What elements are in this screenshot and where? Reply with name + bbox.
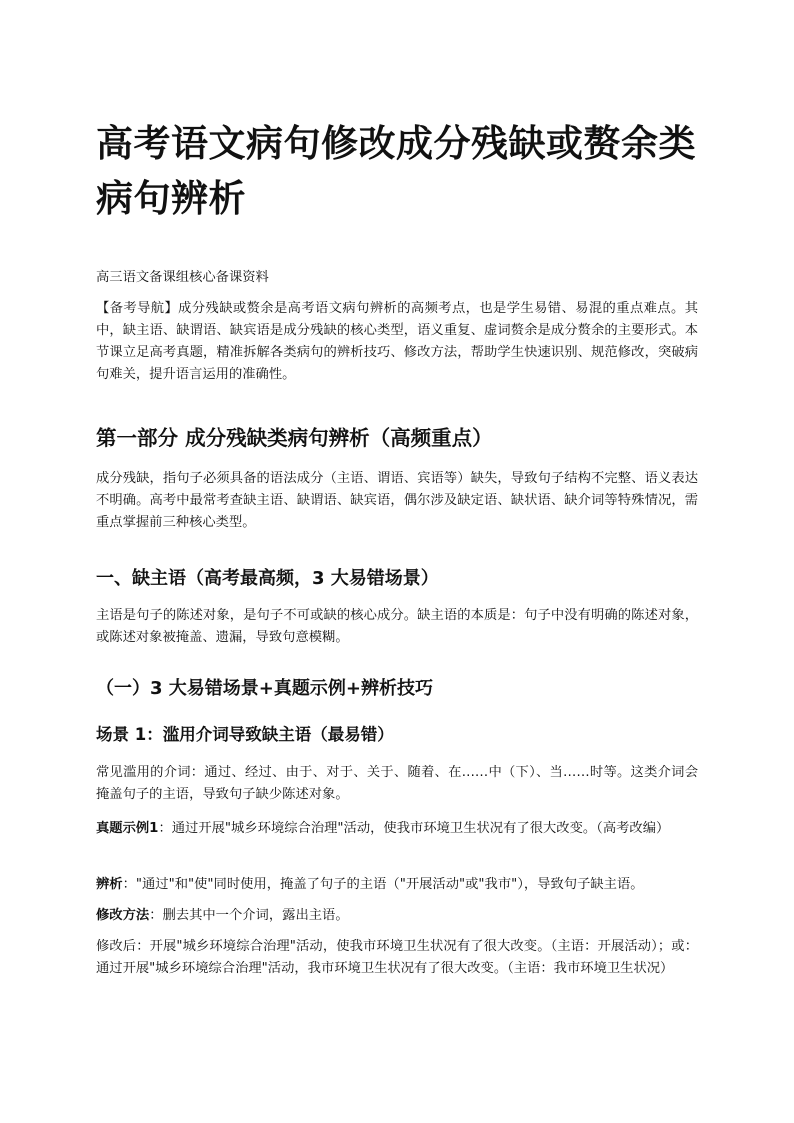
example-paragraph <box>96 818 698 840</box>
scene1-heading: 场景 1：滥用介词导致缺主语（最易错） <box>96 725 394 744</box>
document-title: 高考语文病句修改成分残缺或赘余类病句辨析 <box>96 122 696 220</box>
analysis-paragraph <box>96 874 698 896</box>
revised-paragraph: 修改后：开展"城乡环境综合治理"活动，使我市环境卫生状况有了很大改变。（主语：开展活动）；或：通过开展"城乡环境综合治理"活动，我市环境卫生状况有了很大改变。（主语：我市环境卫生状况） <box>96 939 698 976</box>
method-text: ：删去其中一个介词，露出主语。 <box>149 908 349 923</box>
example-text: ：通过开展"城乡环境综合治理"活动，使我市环境卫生状况有了很大改变。（高考改编） <box>158 821 670 836</box>
part1-intro: 成分残缺，指句子必须具备的语法成分（主语、谓语、宾语等）缺失，导致句子结构不完整、语义表达不明确。高考中最常考查缺主语、缺谓语、缺宾语，偶尔涉及缺定语、缺状语、缺介词等特殊情况，需重点掌握前三种核心类型。 <box>96 471 698 530</box>
method-paragraph <box>96 905 698 927</box>
method-label: 修改方法 <box>96 908 150 923</box>
sub1-heading: （一）3 大易错场景+真题示例+辨析技巧 <box>96 678 433 699</box>
section1-intro: 主语是句子的陈述对象，是句子不可或缺的核心成分。缺主语的本质是：句子中没有明确的陈述对象，或陈述对象被掩盖、遗漏，导致句意模糊。 <box>96 608 698 645</box>
document-subtitle: 高三语文备课组核心备课资料 <box>96 270 269 285</box>
analysis-text: ："通过"和"使"同时使用，掩盖了句子的主语（"开展活动"或"我市"），导致句子缺主语。 <box>122 877 644 892</box>
guide-paragraph: 【备考导航】成分残缺或赘余是高考语文病句辨析的高频考点，也是学生易错、易混的重点难点。其中，缺主语、缺谓语、缺宾语是成分残缺的核心类型，语义重复、虚词赘余是成分赘余的主要形式。本节课立足高考真题，精准拆解各类病句的辨析技巧、修改方法，帮助学生快速识别、规范修改，突破病句难关，提升语言运用的准确性。 <box>96 301 698 382</box>
example-label: 真题示例1 <box>96 821 159 836</box>
part1-heading: 第一部分 成分残缺类病句辨析（高频重点） <box>96 426 493 450</box>
analysis-label: 辨析 <box>96 877 123 892</box>
scene1-description: 常见滥用的介词：通过、经过、由于、对于、关于、随着、在……中（下）、当……时等。这类介词会掩盖句子的主语，导致句子缺少陈述对象。 <box>96 765 698 802</box>
section1-heading: 一、缺主语（高考最高频，3 大易错场景） <box>96 568 439 589</box>
